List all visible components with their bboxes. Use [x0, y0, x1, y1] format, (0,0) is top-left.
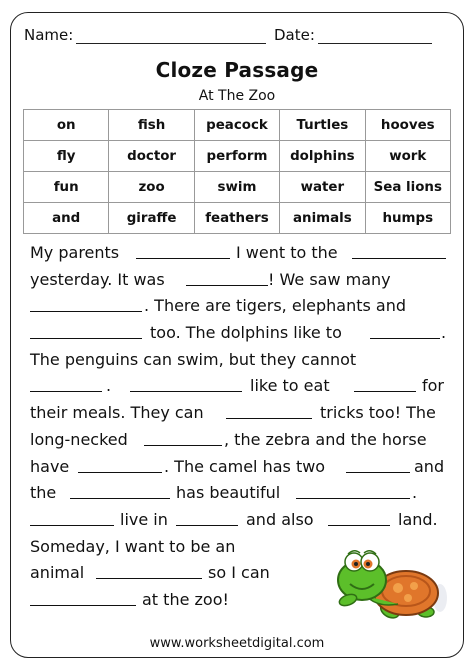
passage-line: [30, 427, 452, 454]
page-subtitle: At The Zoo: [198, 88, 276, 104]
passage-text: , the zebra and the horse: [224, 429, 427, 449]
passage-line: [30, 347, 452, 374]
passage-line: [30, 373, 452, 400]
passage-text: .: [441, 323, 447, 343]
word-cell: doctor: [109, 141, 194, 172]
passage-line: [30, 293, 452, 320]
passage-line: [30, 267, 452, 294]
answer-blank[interactable]: [130, 391, 242, 392]
answer-blank[interactable]: [30, 391, 102, 392]
footer-website: www.worksheetdigital.com: [149, 636, 325, 651]
date-label: Date:: [274, 26, 315, 44]
turtle-icon: [328, 538, 448, 630]
answer-blank[interactable]: [78, 472, 162, 473]
word-cell: hooves: [365, 110, 450, 141]
date-field[interactable]: [318, 43, 432, 44]
word-cell: water: [280, 172, 365, 203]
passage-text: for: [422, 376, 444, 396]
answer-blank[interactable]: [176, 525, 238, 526]
passage-text: live in: [120, 509, 168, 529]
word-cell: work: [365, 141, 450, 172]
word-cell: fish: [109, 110, 194, 141]
passage-text: tricks too! The: [320, 403, 436, 423]
passage-text: so I can: [208, 563, 270, 583]
answer-blank[interactable]: [30, 605, 136, 606]
answer-blank[interactable]: [354, 391, 416, 392]
passage-text: I went to the: [236, 243, 338, 262]
word-cell: Turtles: [280, 110, 365, 141]
passage-line: [30, 507, 452, 534]
word-cell: fun: [24, 172, 109, 203]
word-cell: giraffe: [109, 203, 194, 234]
answer-blank[interactable]: [30, 338, 142, 339]
word-bank-row: [24, 141, 451, 172]
passage-text: yesterday. It was: [30, 269, 165, 289]
answer-blank[interactable]: [30, 311, 142, 312]
passage-line: [30, 240, 452, 267]
answer-blank[interactable]: [136, 258, 230, 259]
passage-text: . There are tigers, elephants and: [144, 296, 407, 316]
passage-text: their meals. They can: [30, 403, 204, 423]
answer-blank[interactable]: [346, 472, 410, 473]
header-row: [24, 26, 444, 46]
word-cell: animals: [280, 203, 365, 234]
passage-text: too. The dolphins like to: [150, 323, 342, 343]
passage-text: Someday, I want to be an: [30, 536, 236, 556]
passage-text: ! We saw many: [268, 269, 391, 289]
passage-text: the: [30, 483, 57, 503]
word-bank-table: [23, 109, 451, 234]
passage-text: at the zoo!: [142, 589, 229, 609]
word-cell: swim: [194, 172, 279, 203]
passage-text: long-necked: [30, 429, 128, 449]
passage-line: [30, 480, 452, 507]
word-cell: zoo: [109, 172, 194, 203]
passage-text: My parents: [30, 243, 120, 262]
passage-text: .: [412, 483, 418, 503]
name-label: Name:: [24, 26, 74, 44]
answer-blank[interactable]: [352, 258, 446, 259]
word-cell: dolphins: [280, 141, 365, 172]
answer-blank[interactable]: [186, 285, 268, 286]
word-cell: peacock: [194, 110, 279, 141]
answer-blank[interactable]: [70, 498, 170, 499]
passage-text: and also: [246, 509, 314, 529]
answer-blank[interactable]: [226, 418, 312, 419]
word-bank-row: [24, 203, 451, 234]
word-cell: humps: [365, 203, 450, 234]
word-cell: fly: [24, 141, 109, 172]
passage-text: has beautiful: [176, 483, 281, 503]
passage-text: .: [106, 376, 112, 396]
passage-text: animal: [30, 563, 85, 583]
passage-text: and: [414, 456, 445, 476]
passage-line: [30, 454, 452, 481]
word-bank-row: [24, 110, 451, 141]
passage-text: land.: [398, 509, 438, 529]
answer-blank[interactable]: [370, 338, 440, 339]
passage-text: . The camel has two: [164, 456, 326, 476]
name-field[interactable]: [76, 43, 266, 44]
passage-text: like to eat: [250, 376, 330, 396]
word-cell: feathers: [194, 203, 279, 234]
answer-blank[interactable]: [30, 525, 114, 526]
page-title: Cloze Passage: [155, 58, 319, 82]
word-cell: and: [24, 203, 109, 234]
word-cell: perform: [194, 141, 279, 172]
word-cell: on: [24, 110, 109, 141]
answer-blank[interactable]: [328, 525, 390, 526]
answer-blank[interactable]: [296, 498, 410, 499]
passage-line: [30, 400, 452, 427]
answer-blank[interactable]: [96, 578, 202, 579]
passage-text: have: [30, 456, 70, 476]
passage-line: [30, 320, 452, 347]
word-bank-row: [24, 172, 451, 203]
passage-text: The penguins can swim, but they cannot: [30, 349, 357, 369]
word-cell: Sea lions: [365, 172, 450, 203]
answer-blank[interactable]: [144, 445, 222, 446]
